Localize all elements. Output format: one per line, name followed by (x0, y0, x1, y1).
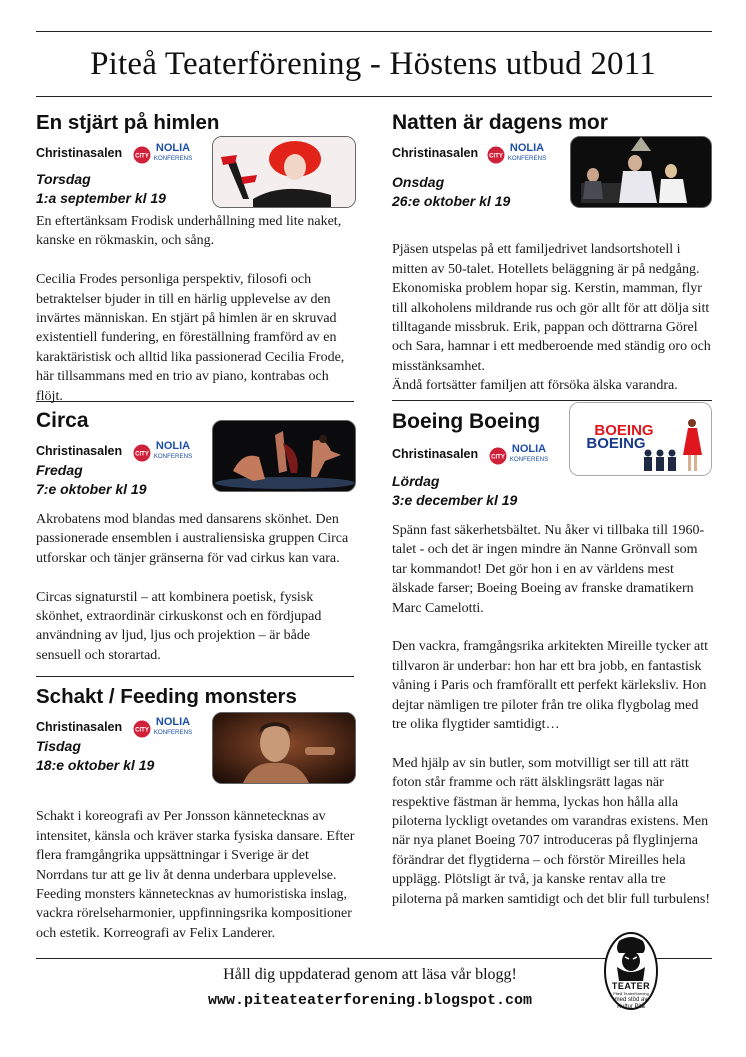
svg-text:CITY: CITY (135, 451, 149, 458)
event-description (36, 510, 356, 665)
logo-title: TEATER (611, 981, 651, 991)
teater-logo (603, 931, 659, 1023)
event-date: 3:e december kl 19 (392, 492, 518, 508)
boeing-poster-icon (570, 403, 711, 475)
event-when (36, 737, 154, 775)
event-paragraph: Circas signaturstil – att kombinera poetisk, fysisk skönhet, extraordinär cirkuskonst och en fördjupad användning av ljud, ljus och projektion – är både sensuell och storartad. (36, 589, 322, 663)
svg-text:BOEING: BOEING (586, 435, 646, 452)
event-paragraph: En eftertänksam Frodisk underhållning med lite naket, kanske en rökmaskin, och sång. (36, 214, 342, 249)
nolia-city-icon (487, 140, 555, 166)
header-rule (36, 96, 712, 97)
nolia-city-icon (133, 140, 201, 166)
event-paragraph: Med hjälp av sin butler, som motvilligt ser till att rätt foton står framme och rätt älsklingsrätt lagas när respektive fästman är hemma, lyckas hon hålla alla piloterna lyckligt ovetandes om varandras existens. Men när nya planet Boeing 707 introduceras på flyglinjerna förändrar det flygtiderna – och förstör Mireilles hela upplägg. Plötsligt är två, ja kanske rentav alla tre piloterna på marken samtidigt och det blir full turbulens! (392, 755, 711, 907)
event-natten-ar-dagens-mor (392, 110, 712, 395)
event-title: Schakt / Feeding monsters (36, 685, 297, 708)
event-photo (570, 136, 712, 208)
event-photo (212, 136, 356, 208)
svg-text:CITY: CITY (135, 153, 149, 160)
event-title: En stjärt på himlen (36, 111, 220, 134)
event-photo (212, 712, 356, 784)
svg-text:BOEING: BOEING (594, 422, 654, 439)
svg-text:NOLIA: NOLIA (155, 142, 191, 154)
nolia-city-icon (489, 441, 557, 467)
event-paragraph: Pjäsen utspelas på ett familjedrivet landsortshotell i mitten av 50-talet. Hotellets beläggning är på nedgång. Ekonomiska problem hopar sig. Kerstin, mamman, flyr till alkoholens mildrande rus och gör allt för att dölja sitt tilltagande missbruk. Erik, pappan och döttrarna Görel och Sara, hamnar i ett medberoende med ständig oro och misstänksamhet. Ändå fortsätter familjen att försöka älska varandra. (392, 242, 711, 394)
event-when (36, 461, 147, 499)
svg-text:NOLIA: NOLIA (155, 716, 191, 728)
event-day: Torsdag (36, 171, 91, 187)
event-when (36, 170, 166, 208)
nolia-city-logo (489, 441, 557, 467)
event-description (392, 221, 712, 415)
event-title: Boeing Boeing (392, 410, 541, 433)
event-photo (212, 420, 356, 492)
blog-url-link[interactable]: www.piteateaterforening.blogspot.com (207, 992, 533, 1009)
event-paragraph: Schakt i koreografi av Per Jonsson kännetecknas av intensitet, känsla och kräver starka fysiska dansare. Efter flera framgångrika uppsättningar i Sverige är det Norrdans tur att ge liv åt denna underbara upplevelse. Feeding monsters kännetecknas av humoristiska inslag, vackra rörelseharmonier, uppfinningsrika kompositioner och estetik. Korreografi av Felix Landerer. (36, 809, 355, 941)
event-paragraph: Spänn fast säkerhetsbältet. Nu åker vi tillbaka till 1960-talet - och det är ingen mindre än Nanne Grönvall som tar kommandot! Det gör hon i en av världens mest älskade farser; Boeing Boeing av franske dramatikern Marc Camelotti. (392, 523, 705, 616)
svg-text:CITY: CITY (491, 454, 505, 461)
logo-support: med stöd av (614, 997, 648, 1003)
event-en-stjart-pa-himlen (36, 110, 356, 404)
event-paragraph: Den vackra, framgångsrika arkitekten Mireille tycker att tillvaron är underbar: hon har ett bra jobb, en fantastisk våning i Paris och framförallt ett perfekt kärleksliv. Hon dejtar nämligen tre piloter från tre olika flygbolag med tre olika flygtider samtidigt… (392, 639, 709, 733)
event-day: Lördag (392, 473, 440, 489)
performer-photo-icon (213, 137, 355, 207)
dancer-photo-icon (213, 713, 355, 783)
top-rule (36, 31, 712, 32)
nolia-city-logo (133, 140, 201, 166)
event-day: Tisdag (36, 738, 81, 754)
event-date: 18:e oktober kl 19 (36, 757, 155, 773)
nolia-city-logo (487, 140, 555, 166)
acrobats-photo-icon (213, 421, 355, 491)
event-title: Circa (36, 409, 89, 432)
blog-invite-text: Håll dig uppdaterad genom att läsa vår blogg! (223, 966, 517, 983)
logo-org: Piteå Teaterförening (613, 991, 649, 996)
event-paragraph: Cecilia Frodes personliga perspektiv, filosofi och betraktelser bjuder in till en härlig upplevelse av den invärtes människan. En stjärt på himlen är en skruvad existentiell fundering, en föreställning framförd av en karaktäristisk och alltid lika passionerad Cecilia Frode, här tillsammans med en trio av piano, kontrabas och flöjt. (36, 272, 345, 404)
svg-text:KONFERENS: KONFERENS (509, 456, 549, 463)
event-date: 26:e oktober kl 19 (392, 193, 511, 209)
page-title: Piteå Teaterförening - Höstens utbud 2011 (90, 46, 656, 82)
event-description (392, 521, 712, 909)
event-schakt-feeding-monsters (36, 684, 356, 956)
event-when (392, 173, 510, 211)
event-boeing-boeing (392, 409, 712, 929)
event-venue: Christinasalen (36, 720, 123, 734)
event-paragraph: Akrobatens mod blandas med dansarens skönhet. Den passionerade ensemblen i australiensiska gruppen Circa utforskar och tänjer gränserna för vad cirkus kan vara. (36, 512, 349, 566)
event-title: Natten är dagens mor (392, 111, 608, 134)
event-day: Fredag (36, 462, 83, 478)
event-date: 7:e oktober kl 19 (36, 481, 147, 497)
event-when (392, 472, 517, 510)
event-venue: Christinasalen (36, 444, 123, 458)
svg-text:KONFERENS: KONFERENS (507, 155, 547, 162)
event-circa (36, 408, 356, 672)
event-venue: Christinasalen (36, 146, 123, 160)
svg-text:NOLIA: NOLIA (511, 443, 547, 455)
event-day: Onsdag (392, 174, 445, 190)
left-separator-2 (36, 676, 354, 677)
event-photo (569, 402, 712, 476)
event-description (36, 788, 356, 963)
svg-text:KONFERENS: KONFERENS (153, 729, 193, 736)
logo-sponsor: Kultur Pitå (617, 1004, 645, 1010)
event-venue: Christinasalen (392, 447, 479, 461)
family-scene-photo-icon (571, 137, 711, 207)
svg-text:CITY: CITY (135, 727, 149, 734)
event-description (36, 212, 356, 406)
svg-text:CITY: CITY (489, 153, 503, 160)
svg-text:NOLIA: NOLIA (509, 142, 545, 154)
svg-text:KONFERENS: KONFERENS (153, 453, 193, 460)
event-date: 1:a september kl 19 (36, 190, 166, 206)
event-venue: Christinasalen (392, 146, 479, 160)
svg-text:NOLIA: NOLIA (155, 440, 191, 452)
svg-text:KONFERENS: KONFERENS (153, 155, 193, 162)
